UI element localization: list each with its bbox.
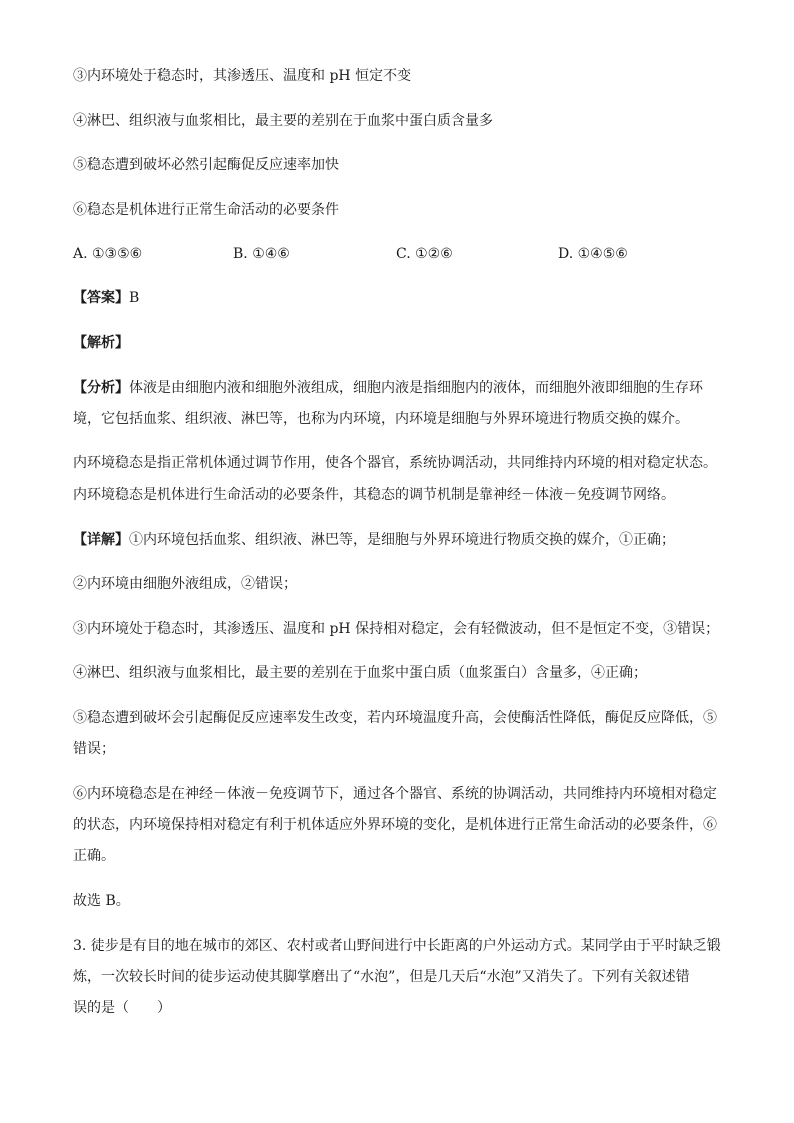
detail-line-2: ②内环境由细胞外液组成，②错误； xyxy=(73,576,297,592)
detail-text-1: ①内环境包括血浆、组织液、淋巴等，是细胞与外界环境进行物质交换的媒介，①正确； xyxy=(129,532,675,548)
para2-line-1: 内环境稳态是指正常机体通过调节作用，使各个器官，系统协调活动，共同维持内环境的相对稳定状态。 xyxy=(73,455,717,471)
detail-line-1 xyxy=(73,530,675,550)
para2-line-2: 内环境稳态是机体进行生命活动的必要条件，其稳态的调节机制是靠神经－体液－免疫调节网络。 xyxy=(73,487,675,503)
option-b: B. ①④⑥ xyxy=(233,246,290,262)
detail-tag: 【详解】 xyxy=(73,532,129,548)
conclusion: 故选 B。 xyxy=(73,893,130,909)
fenxi-line-2: 境，它包括血浆、组织液、淋巴等，也称为内环境，内环境是细胞与外界环境进行物质交换的媒介。 xyxy=(73,411,689,427)
detail-line-5b: 错误； xyxy=(73,741,115,757)
statement-4: ④淋巴、组织液与血浆相比，最主要的差别在于血浆中蛋白质含量多 xyxy=(73,113,493,129)
statement-6: ⑥稳态是机体进行正常生命活动的必要条件 xyxy=(73,202,339,218)
detail-line-6a: ⑥内环境稳态是在神经－体液－免疫调节下，通过各个器官、系统的协调活动，共同维持内环境相对稳定 xyxy=(73,786,717,802)
statement-3: ③内环境处于稳态时，其渗透压、温度和 pH 恒定不变 xyxy=(73,68,412,84)
answer-value: B xyxy=(129,290,140,306)
question-3-line-3: 误的是（ ） xyxy=(73,1000,171,1016)
fenxi-line-1 xyxy=(73,378,703,398)
analysis-heading: 【解析】 xyxy=(73,335,129,351)
detail-line-5a: ⑤稳态遭到破坏会引起酶促反应速率发生改变，若内环境温度升高，会使酶活性降低，酶促反应降低，⑤ xyxy=(73,710,717,726)
option-a: A. ①③⑤⑥ xyxy=(73,246,143,262)
option-d: D. ①④⑤⑥ xyxy=(558,246,628,262)
option-c: C. ①②⑥ xyxy=(396,246,453,262)
detail-line-6c: 正确。 xyxy=(73,848,115,864)
question-3-line-1: 3. 徒步是有目的地在城市的郊区、农村或者山野间进行中长距离的户外运动方式。某同学由于平时缺乏锻 xyxy=(73,938,721,954)
question-3-line-2: 炼，一次较长时间的徒步运动使其脚掌磨出了“水泡”，但是几天后“水泡”又消失了。下列有关叙述错 xyxy=(73,969,690,985)
fenxi-tag: 【分析】 xyxy=(73,380,129,396)
detail-line-6b: 的状态，内环境保持相对稳定有利于机体适应外界环境的变化，是机体进行正常生命活动的必要条件，⑥ xyxy=(73,817,717,833)
statement-5: ⑤稳态遭到破坏必然引起酶促反应速率加快 xyxy=(73,157,339,173)
detail-line-3: ③内环境处于稳态时，其渗透压、温度和 pH 保持相对稳定，会有轻微波动，但不是恒定不变，③错误； xyxy=(73,621,720,637)
answer-tag: 【答案】 xyxy=(73,290,129,306)
fenxi-text-1: 体液是由细胞内液和细胞外液组成，细胞内液是指细胞内的液体，而细胞外液即细胞的生存环 xyxy=(129,380,703,396)
answer-line xyxy=(73,288,139,308)
detail-line-4: ④淋巴、组织液与血浆相比，最主要的差别在于血浆中蛋白质（血浆蛋白）含量多，④正确； xyxy=(73,665,647,681)
